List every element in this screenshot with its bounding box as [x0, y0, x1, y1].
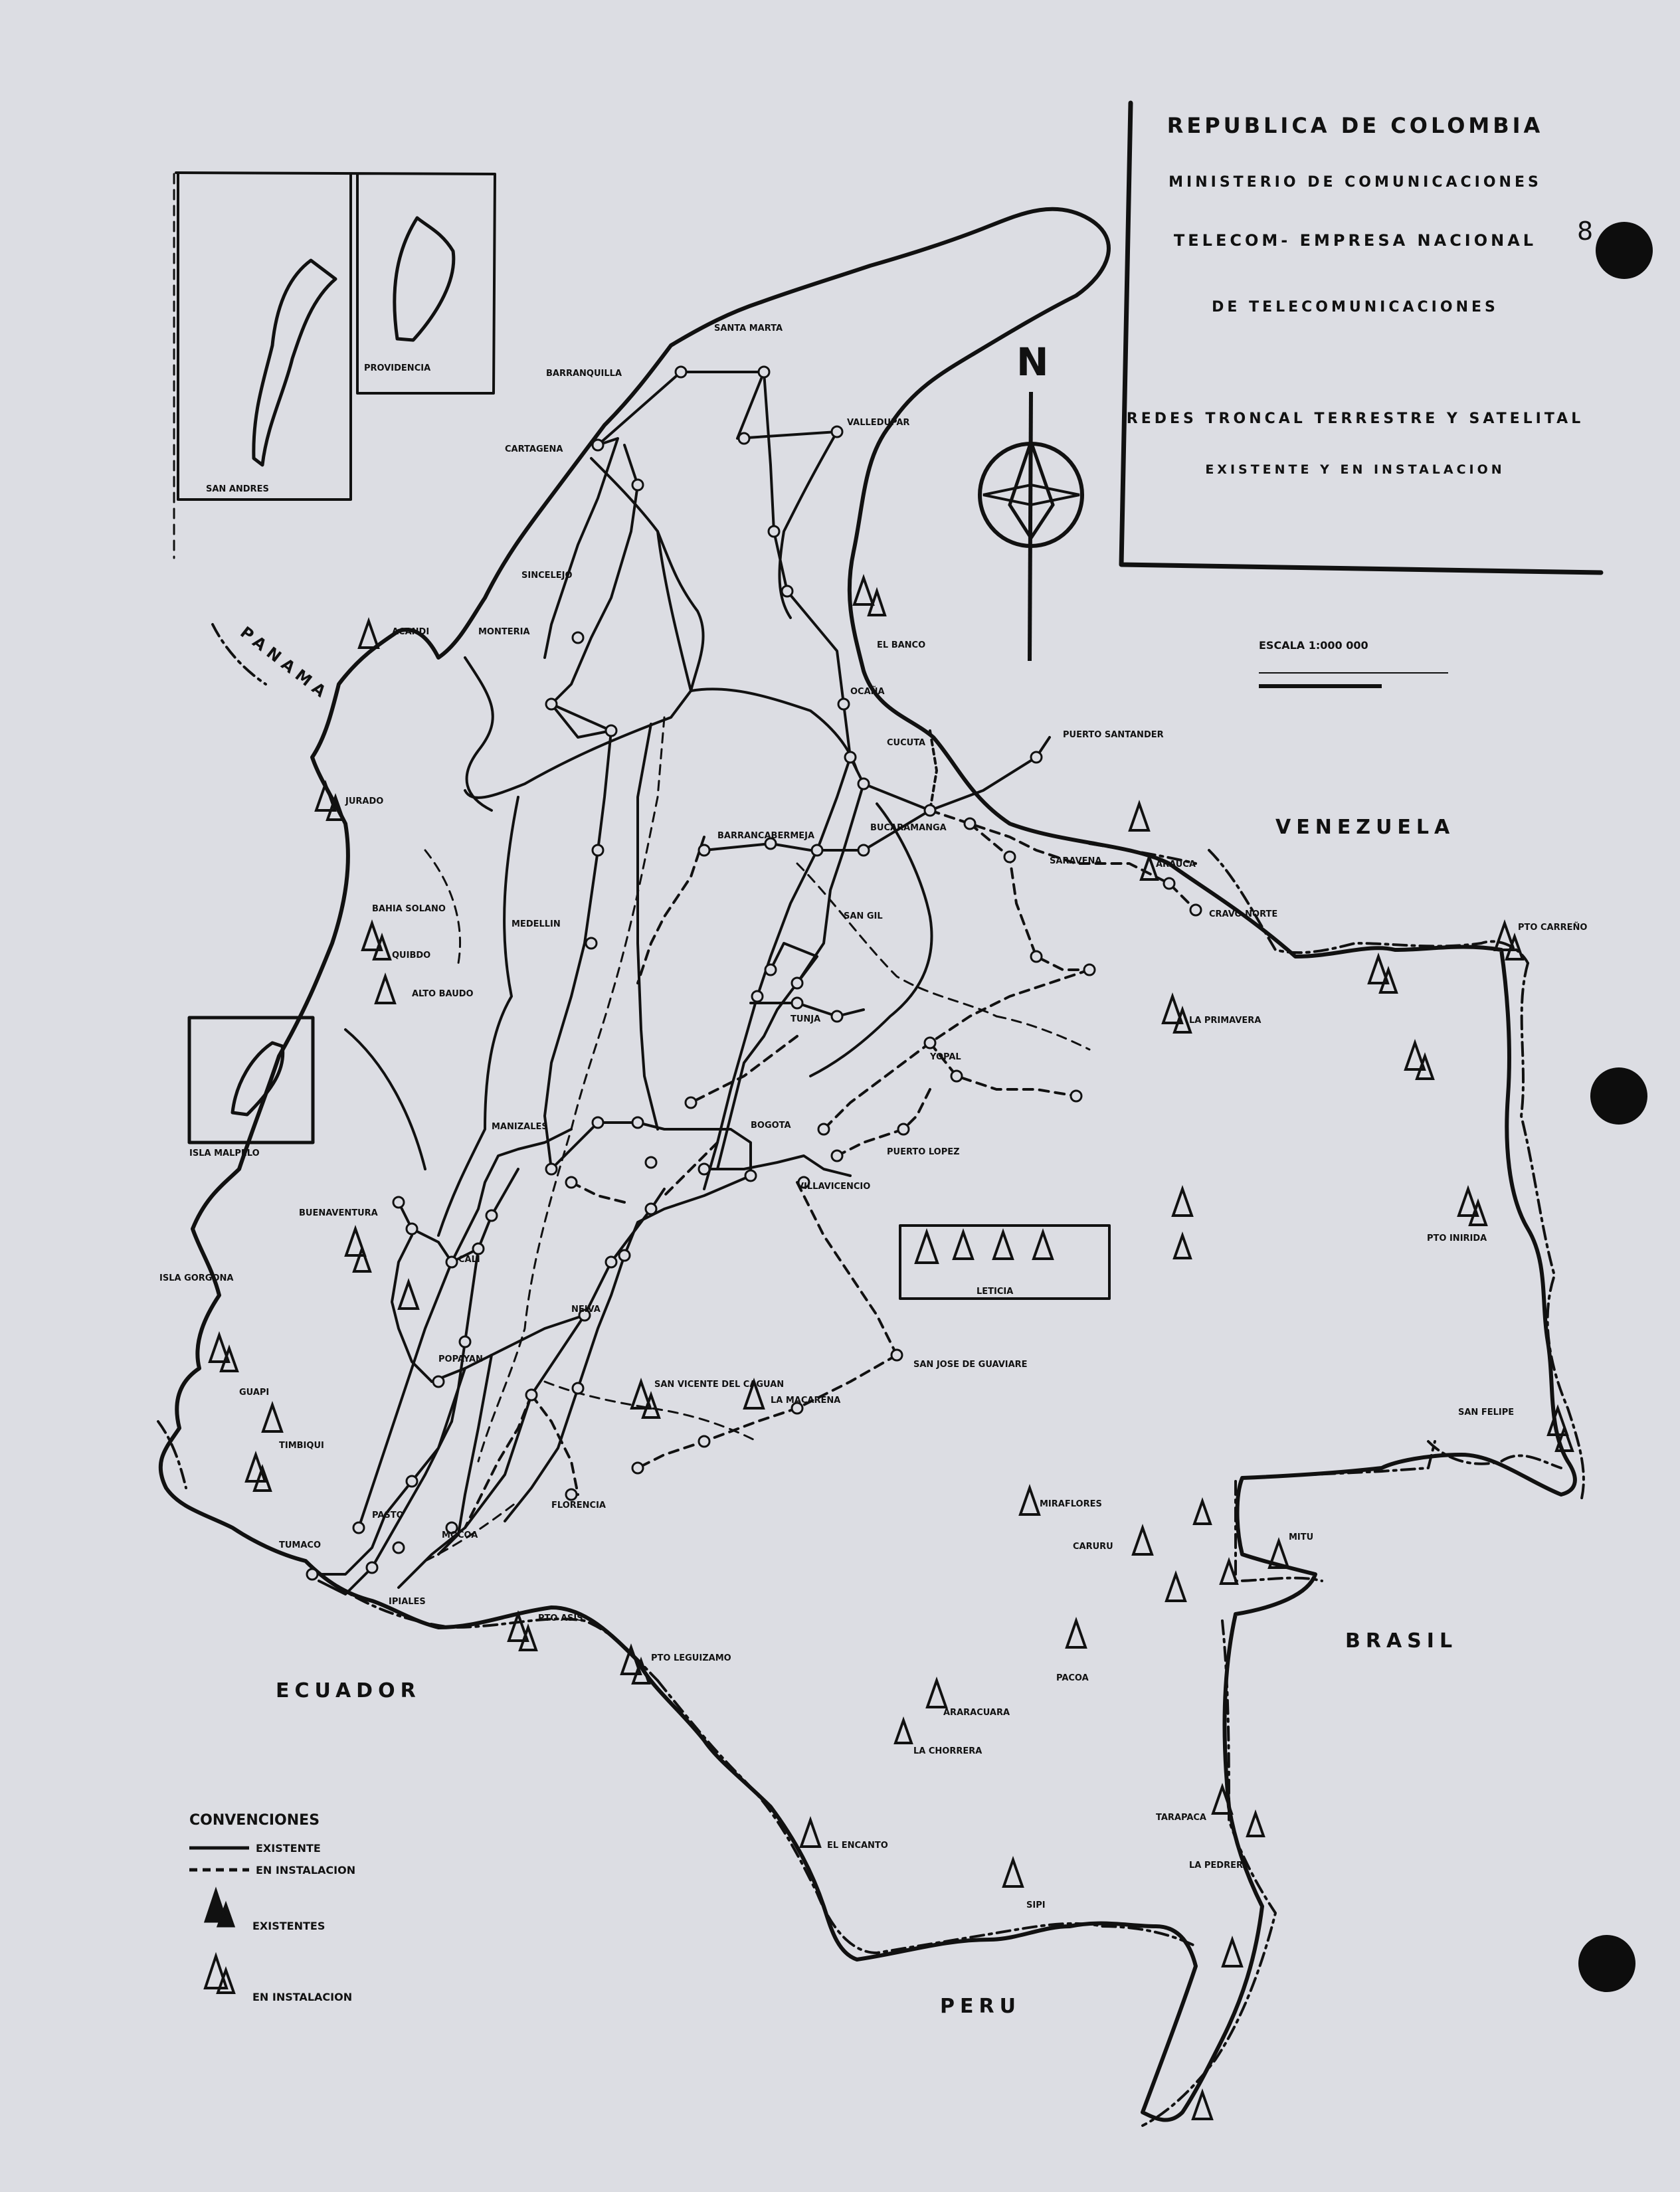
city-label: SIPI [1026, 1900, 1046, 1910]
title-line-1: REPUBLICA DE COLOMBIA [1167, 113, 1544, 138]
city-label: TUNJA [791, 1014, 821, 1024]
satellite-station [1004, 1860, 1022, 1886]
city-label: BUCARAMANGA [870, 823, 947, 833]
dept-border [591, 458, 703, 691]
satellite-station [1213, 1787, 1263, 1836]
city-label: CRAVO NORTE [1209, 909, 1278, 919]
city-label: LA MACARENA [771, 1396, 841, 1406]
title-frame [1121, 103, 1601, 573]
label-panama: PANAMA [236, 622, 334, 705]
label-providencia: PROVIDENCIA [364, 363, 431, 373]
city-label: PASTO [372, 1510, 404, 1520]
city-label: PTO INIRIDA [1427, 1233, 1487, 1243]
satellite-station [801, 1820, 820, 1847]
city-label: ACANDI [392, 627, 430, 637]
label-leticia: LETICIA [977, 1287, 1014, 1297]
link-installing [638, 1355, 897, 1468]
title-line-2: MINISTERIO DE COMUNICACIONES [1168, 174, 1542, 191]
compass-needle [1030, 392, 1031, 661]
border-brasil-amazonas [1143, 1621, 1275, 2126]
link-installing [824, 970, 1089, 1129]
legend-existing: EXISTENTE [256, 1842, 321, 1855]
satellite-station [1193, 2092, 1212, 2119]
label-ecuador: ECUADOR [276, 1679, 421, 1702]
satellite-station [399, 1282, 418, 1309]
inset-providencia-frame [176, 173, 495, 393]
dept-border-dashed [797, 864, 996, 1016]
scale-bar [1259, 639, 1448, 686]
title-line-3: TELECOM- EMPRESA NACIONAL [1173, 231, 1537, 250]
satellite-station [1163, 996, 1190, 1032]
border-ecuador [312, 1568, 658, 1681]
city-label: CUCUTA [887, 738, 926, 748]
satellite-stations [210, 578, 1572, 2119]
city-label: BUENAVENTURA [299, 1208, 378, 1218]
city-label: EL BANCO [877, 640, 926, 650]
city-label: JURADO [345, 796, 384, 806]
satellite-station [1406, 1043, 1433, 1079]
city-label: LA CHORRERA [913, 1746, 982, 1756]
network-nodes [307, 367, 1201, 1580]
page-number: 8 [1577, 217, 1594, 246]
satellite-station [1369, 957, 1396, 992]
city-label: NEIVA [571, 1305, 601, 1315]
city-label: VILLAVICENCIO [797, 1182, 871, 1192]
city-label: MEDELLIN [512, 919, 561, 929]
label-san-andres: SAN ANDRES [206, 484, 269, 494]
city-label: BARRANCABERMEJA [717, 831, 815, 841]
city-label: MITU [1289, 1532, 1314, 1542]
city-label: ARAUCA [1156, 860, 1196, 869]
providencia-island [395, 218, 454, 340]
city-label: TARAPACA [1156, 1813, 1206, 1823]
city-label: VALLEDUPAR [847, 418, 910, 428]
city-label: SAN VICENTE DEL CAGUAN [654, 1380, 785, 1390]
trunk-line [359, 1129, 571, 1528]
city-label: PTO CARREÑO [1518, 923, 1588, 933]
satellite-station [1223, 1940, 1242, 1966]
city-label: SAN JOSE DE GUAVIARE [913, 1360, 1028, 1370]
trunk-line [638, 724, 658, 1129]
legend-sat-existing-icon [205, 1890, 234, 1926]
compass-rose [980, 339, 1082, 661]
satellite-station [1133, 1501, 1210, 1554]
city-label: TIMBIQUI [279, 1441, 324, 1451]
satellite-station [263, 1405, 282, 1431]
city-label: SAN GIL [844, 911, 883, 921]
city-label: POPAYAN [438, 1354, 483, 1364]
label-peru: PERU [940, 1995, 1021, 2018]
trunk-line [505, 1176, 751, 1521]
title-line-6: EXISTENTE Y EN INSTALACION [1205, 462, 1505, 477]
link-installing [930, 1043, 1076, 1096]
trunk-line [681, 372, 837, 438]
trunk-line [930, 737, 1050, 810]
border-peru [658, 1681, 1196, 1953]
city-label: ARARACUARA [943, 1708, 1010, 1718]
label-brasil: BRASIL [1345, 1629, 1458, 1653]
city-label: SAN FELIPE [1458, 1408, 1515, 1417]
colombia-outline [161, 209, 1575, 2120]
city-label: IPIALES [389, 1597, 426, 1607]
satellite-station [210, 1335, 237, 1371]
city-label: YOPAL [930, 1052, 961, 1062]
city-label: CARTAGENA [505, 444, 563, 454]
satellite-station [854, 578, 885, 615]
inset-malpelo-frame [189, 1018, 313, 1142]
city-label: SINCELEJO [521, 571, 573, 581]
city-label: LA PRIMAVERA [1189, 1016, 1261, 1026]
city-label: EL ENCANTO [827, 1841, 888, 1851]
satellite-station [346, 1229, 370, 1271]
city-label: MIRAFLORES [1040, 1499, 1102, 1509]
satellite-station [622, 1647, 649, 1683]
legend-sat-existing: EXISTENTES [252, 1920, 326, 1932]
title-line-5: REDES TRONCAL TERRESTRE Y SATELITAL [1126, 411, 1584, 427]
link-installing [465, 1395, 531, 1528]
city-label: TUMACO [279, 1540, 322, 1550]
city-label: ALTO BAUDO [412, 989, 474, 999]
satellite-station [1067, 1621, 1085, 1647]
city-label: GUAPI [239, 1388, 270, 1398]
satellite-station [359, 621, 378, 648]
satellite-station [1173, 1189, 1192, 1258]
city-label: MONTERIA [478, 627, 530, 637]
city-label: CARURU [1073, 1542, 1113, 1552]
city-label: FLORENCIA [551, 1501, 606, 1510]
legend-sat-installing-icon [205, 1956, 234, 1993]
satellite-station [895, 1681, 946, 1743]
city-label: OCAÑA [850, 687, 885, 697]
dept-border [345, 1030, 425, 1169]
link-installing [638, 837, 704, 983]
link-installing [837, 1089, 930, 1156]
city-label: PUERTO LOPEZ [887, 1147, 960, 1157]
city-label: BOGOTA [751, 1121, 791, 1131]
title-line-4: DE TELECOMUNICACIONES [1212, 299, 1499, 316]
link-installing [970, 824, 1089, 970]
legend-sat-installing: EN INSTALACION [252, 1991, 353, 2003]
legend-title: CONVENCIONES [189, 1812, 320, 1829]
city-label: PUERTO SANTANDER [1063, 730, 1164, 740]
scale-label: ESCALA 1:000 000 [1259, 639, 1368, 652]
satellite-station-group-leticia [916, 1232, 1052, 1263]
label-venezuela: VENEZUELA [1275, 816, 1455, 839]
city-label: PTO ASIS [538, 1613, 583, 1623]
label-malpelo: ISLA MALPELO [189, 1148, 260, 1158]
city-label: QUIBDO [392, 951, 431, 960]
legend-installing: EN INSTALACION [256, 1864, 356, 1876]
link-installing [797, 1182, 897, 1355]
label-gorgona: ISLA GORGONA [159, 1273, 234, 1283]
trunk-line [312, 1368, 465, 1574]
city-label: BARRANQUILLA [546, 369, 622, 379]
north-label: N [1016, 339, 1049, 385]
city-label: SARAVENA [1050, 856, 1102, 866]
satellite-station [246, 1455, 270, 1491]
dept-border [691, 689, 857, 771]
legend [189, 1812, 355, 2003]
dept-border-dashed [996, 1016, 1089, 1050]
city-label: SANTA MARTA [714, 323, 783, 333]
satellite-station [1459, 1189, 1486, 1225]
trunk-line [704, 1156, 850, 1176]
satellite-station [376, 976, 395, 1003]
link-installing [571, 1182, 624, 1202]
city-labels [239, 323, 1587, 1910]
dept-border [438, 797, 518, 1235]
malpelo-island [233, 1043, 283, 1115]
city-label: PTO LEGUIZAMO [651, 1653, 731, 1663]
city-label: LA PEDRERA [1189, 1861, 1250, 1871]
san-andres-island [254, 260, 335, 465]
satellite-station [1167, 1561, 1237, 1601]
satellite-station [1130, 804, 1157, 879]
city-label: MOCOA [442, 1530, 478, 1540]
city-label: CALI [458, 1255, 480, 1265]
city-label: MANIZALES [492, 1122, 548, 1132]
satellite-station [1020, 1488, 1039, 1514]
city-label: PACOA [1056, 1673, 1089, 1683]
satellite-station [363, 923, 390, 959]
city-label: BAHIA SOLANO [372, 904, 446, 914]
dept-border [465, 658, 493, 810]
